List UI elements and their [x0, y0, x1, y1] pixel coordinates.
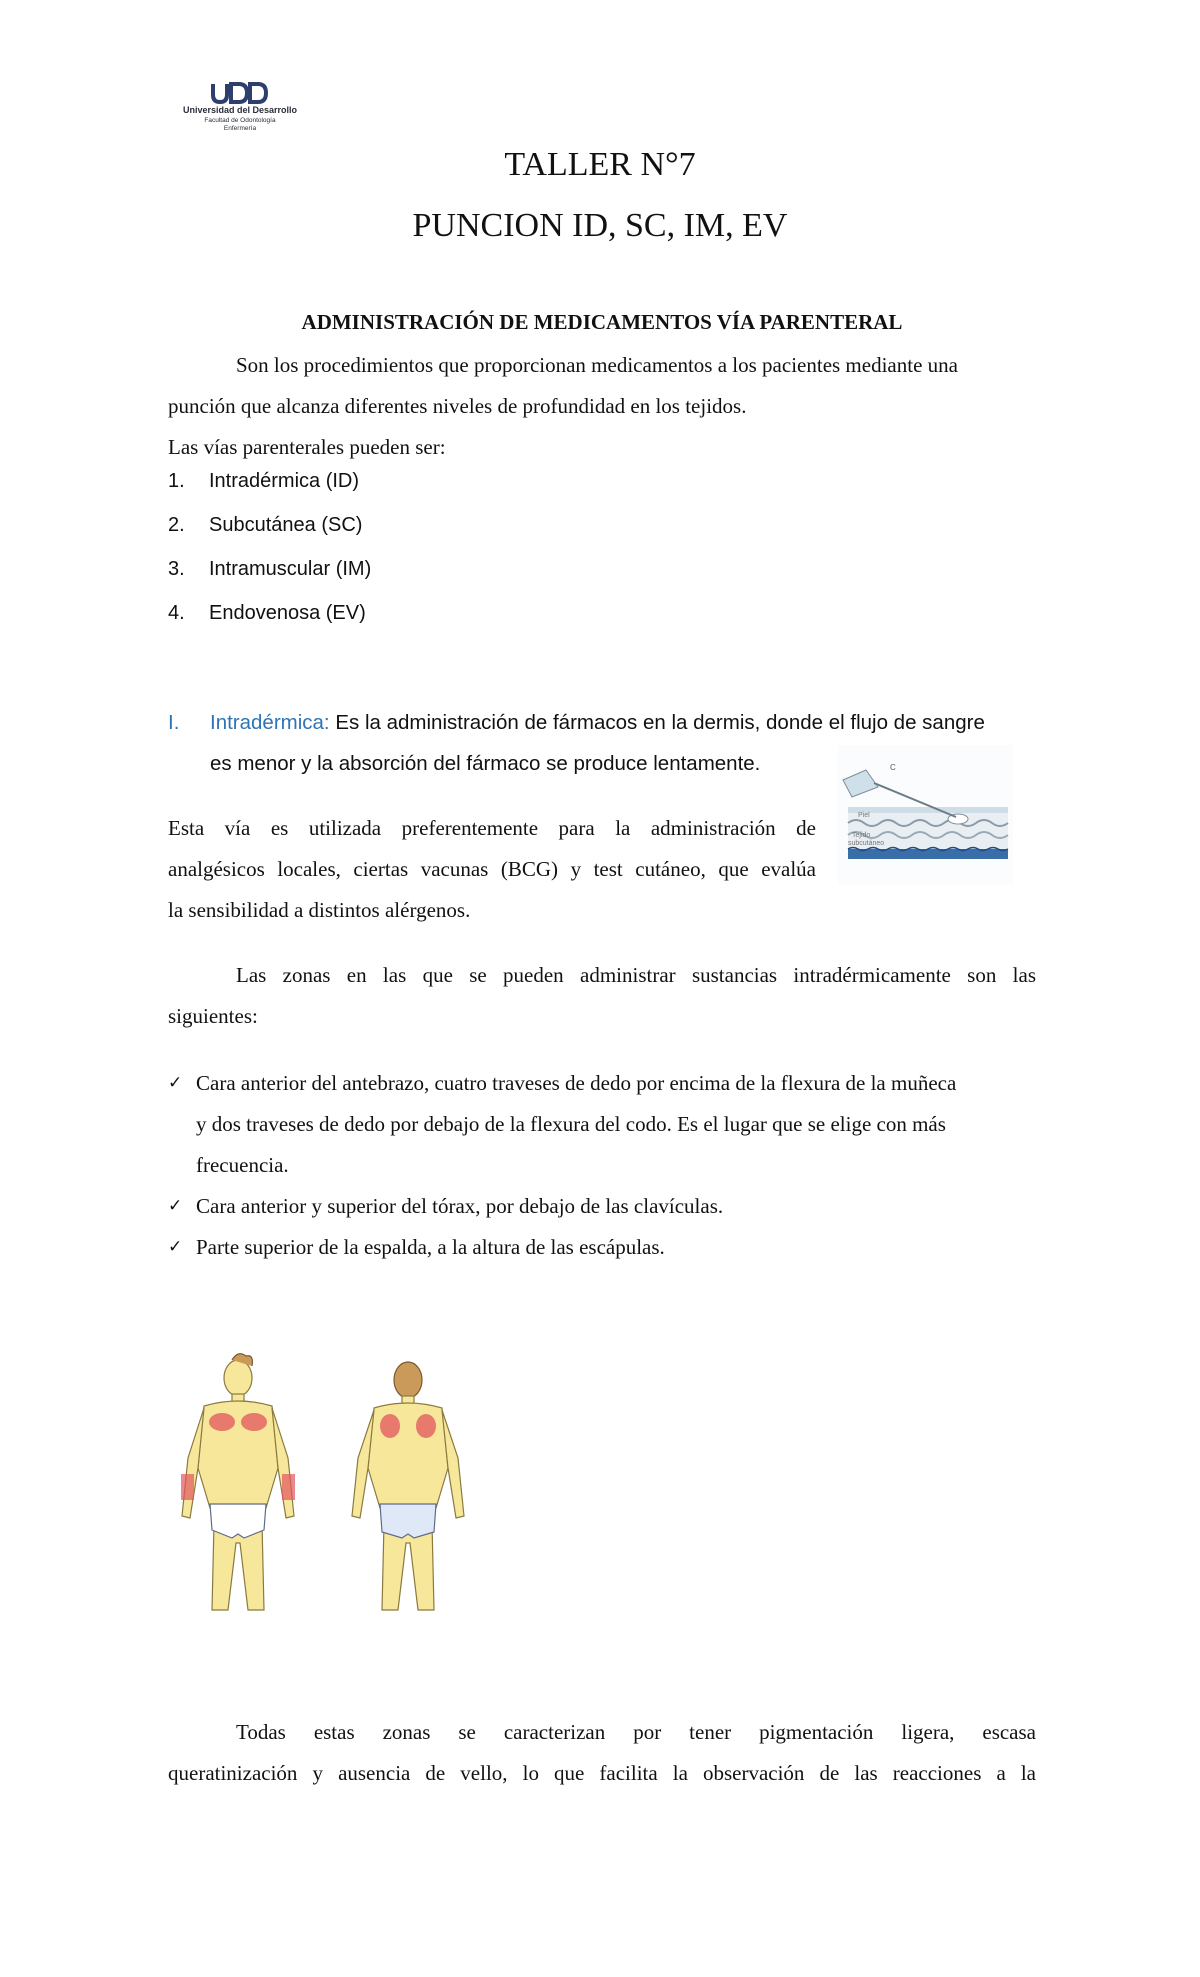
zones-intro-line2: siguientes: [168, 1004, 258, 1028]
diagram-label-subcutaneo: subcutáneo [848, 840, 885, 847]
checkmark-icon: ✓ [168, 1196, 183, 1216]
intradermica-definition-line1: Intradérmica: Es la administración de fármacos en la dermis, donde el flujo de sangre [210, 711, 985, 734]
document-title: TALLER N°7 [504, 146, 696, 183]
logo-university-name: Universidad del Desarrollo [182, 105, 298, 115]
usage-line1: Esta vía es utilizada preferentemente para la administración de [168, 816, 816, 840]
diagram-label-tejido: Tejido [852, 832, 871, 839]
list-item: 1. Intradérmica (ID) [168, 470, 360, 492]
diagram-label-piel: Piel [858, 812, 870, 819]
checkmark-icon: ✓ [168, 1073, 183, 1093]
list-item: 3. Intramuscular (IM) [168, 558, 372, 580]
zones-intro-line1: Las zonas en las que se pueden administrar sustancias intradérmicamente son las [236, 963, 1036, 987]
intradermal-injection-diagram [838, 745, 1013, 885]
document-subtitle: PUNCION ID, SC, IM, EV [412, 207, 788, 244]
section-number: I. [168, 711, 180, 734]
logo-faculty: Facultad de Odontología [204, 117, 276, 124]
checkmark-icon: ✓ [168, 1237, 183, 1257]
list-item: 2. Subcutánea (SC) [168, 514, 363, 536]
udd-logo-icon [211, 82, 269, 104]
intro-paragraph-line2: punción que alcanza diferentes niveles de profundidad en los tejidos. [168, 394, 747, 418]
logo-department: Enfermería [223, 125, 257, 132]
intradermica-definition-line2: es menor y la absorción del fármaco se produce lentamente. [210, 752, 761, 775]
zones-list [168, 1063, 1036, 1268]
routes-intro: Las vías parenterales pueden ser: [168, 435, 446, 459]
intradermal-zones-figure [168, 1348, 488, 1618]
closing-line2: queratinización y ausencia de vello, lo que facilita la observación de las reacciones a la [168, 1761, 1036, 1785]
usage-line2: analgésicos locales, ciertas vacunas (BCG) y test cutáneo, que evalúa [168, 857, 816, 881]
intro-paragraph-line1: Son los procedimientos que proporcionan medicamentos a los pacientes mediante una [236, 353, 958, 377]
back-body-figure [352, 1362, 464, 1610]
section-heading: ADMINISTRACIÓN DE MEDICAMENTOS VÍA PARENTERAL [301, 310, 903, 334]
routes-list [168, 470, 868, 646]
usage-line3: la sensibilidad a distintos alérgenos. [168, 898, 471, 922]
closing-line1: Todas estas zonas se caracterizan por tener pigmentación ligera, escasa [236, 1720, 1036, 1744]
university-logo [180, 82, 300, 144]
list-item: ✓ Cara anterior del antebrazo, cuatro traveses de dedo por encima de la flexura de la muñeca y dos traveses de dedo por debajo de la flexura del codo. Es el lugar que se elige con más frecuencia. [168, 1063, 1036, 1186]
list-item: ✓ Parte superior de la espalda, a la altura de las escápulas. [168, 1227, 1036, 1268]
list-item: ✓ Cara anterior y superior del tórax, por debajo de las clavículas. [168, 1186, 1036, 1227]
intradermica-heading: Intradérmica: [210, 711, 330, 734]
front-body-figure [181, 1354, 295, 1610]
list-item: 4. Endovenosa (EV) [168, 602, 366, 624]
diagram-label-c: C [890, 763, 896, 772]
